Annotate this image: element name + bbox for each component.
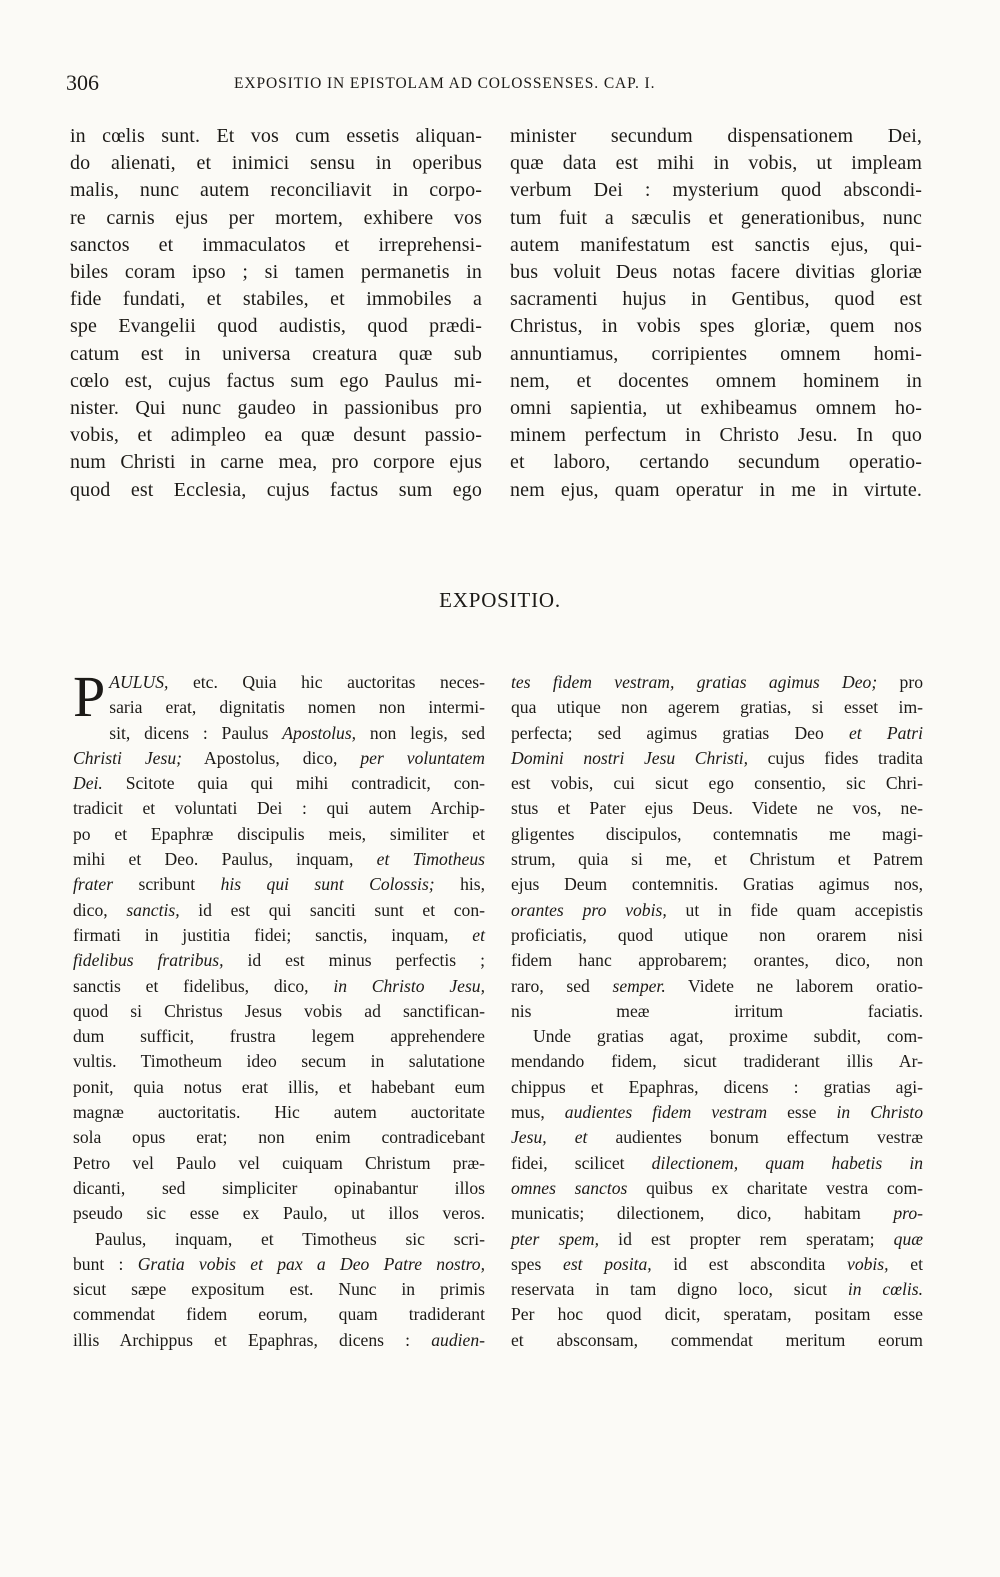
commentary-right-column	[511, 670, 923, 1353]
text-line: omni sapientia, ut exhibeamus omnem ho-	[510, 397, 922, 420]
text-line: omnes sanctos quibus ex charitate vestra com-	[511, 1177, 923, 1198]
text-line: et laboro, certando secundum operatio-	[510, 451, 922, 474]
running-head	[66, 66, 934, 102]
text-line: qua utique non agerem gratias, si esset im-	[511, 697, 923, 718]
commentary-paragraph-4	[511, 1024, 923, 1353]
text-line: sanctos et immaculatos et irreprehensi-	[70, 233, 482, 256]
text-line: illis Archippus et Epaphras, dicens : audien-	[73, 1329, 485, 1350]
text-line: nis meæ irritum faciatis.	[511, 1000, 923, 1021]
text-line: Dei. Scitote quia qui mihi contradicit, con-	[73, 773, 485, 794]
italic-segment: in Christo Jesu,	[333, 975, 485, 996]
text-line: biles coram ipso ; si tamen permanetis in	[70, 261, 482, 284]
italic-segment: dilectionem, quam habetis in	[651, 1152, 924, 1173]
italic-segment: omnes sanctos	[511, 1177, 628, 1198]
italic-segment: in Christo	[836, 1102, 923, 1123]
text-line: saria erat, dignitatis nomen non intermi-	[109, 697, 485, 718]
text-line: quod si Christus Jesus vobis ad sanctifican-	[73, 1000, 485, 1021]
italic-segment: his qui sunt Colossis;	[220, 874, 435, 895]
italic-segment: Gratia vobis et pax a Deo Patre nostro,	[137, 1253, 485, 1274]
italic-segment: Jesu, et	[511, 1127, 588, 1148]
text-line: sicut sæpe expositum est. Nunc in primis	[73, 1279, 485, 1300]
italic-segment: et	[472, 924, 485, 945]
text-line: strum, quia si me, et Christum et Patrem	[511, 849, 923, 870]
text-line: sit, dicens : Paulus Apostolus, non legis, sed	[109, 722, 485, 743]
text-line: tum fuit a sæculis et generationibus, nunc	[510, 206, 922, 229]
text-line: orantes pro vobis, ut in fide quam accepistis	[511, 899, 923, 920]
italic-segment: AULUS,	[109, 672, 169, 692]
text-line: tradicit et voluntati Dei : qui autem Archip-	[73, 798, 485, 819]
italic-segment: quæ	[893, 1228, 924, 1249]
text-line: num Christi in carne mea, pro corpore ejus	[70, 451, 482, 474]
running-head-title: EXPOSITIO IN EPISTOLAM AD COLOSSENSES. CAP. I.	[234, 75, 656, 92]
italic-segment: et Patri	[848, 722, 923, 743]
text-line: mus, audientes fidem vestram esse in Christo	[511, 1102, 923, 1123]
commentary-paragraph-1	[73, 664, 485, 1227]
italic-segment: fidelibus fratribus,	[73, 950, 224, 971]
text-line: dicanti, sed simpliciter opinabantur illos	[73, 1177, 485, 1198]
text-line: sacramenti hujus in Gentibus, quod est	[510, 288, 922, 311]
text-line: spes est posita, id est abscondita vobis, et	[511, 1253, 923, 1274]
italic-segment: audientes fidem vestram	[564, 1102, 768, 1123]
italic-segment: sanctis,	[126, 899, 180, 920]
drop-cap: P	[73, 664, 106, 729]
text-line: do alienati, et inimici sensu in operibus	[70, 152, 482, 175]
text-line: est vobis, cui sicut ego consentio, sic Chri-	[511, 773, 923, 794]
text-line: Petro vel Paulo vel cuiquam Christum præ-	[73, 1152, 485, 1173]
text-line: spe Evangelii quod audistis, quod prædi-	[70, 315, 482, 338]
text-line: in cœlis sunt. Et vos cum essetis aliquan-	[70, 125, 482, 147]
scripture-right-column	[510, 123, 922, 504]
text-line: firmati in justitia fidei; sanctis, inquam, et	[73, 924, 485, 945]
text-line: autem manifestatum est sanctis ejus, qui-	[510, 233, 922, 256]
commentary-paragraph-3	[511, 670, 923, 1024]
text-line: quod est Ecclesia, cujus factus sum ego	[70, 478, 482, 501]
text-line: pseudo sic esse ex Paulo, ut illos veros.	[73, 1203, 485, 1224]
text-line: sanctis et fidelibus, dico, in Christo Jesu,	[73, 975, 485, 996]
text-line: malis, nunc autem reconciliavit in corpo-	[70, 179, 482, 202]
text-line: ejus Deum contemnitis. Gratias agimus nos,	[511, 874, 923, 895]
text-line: verbum Dei : mysterium quod abscondi-	[510, 179, 922, 202]
text-line: dico, sanctis, id est qui sanciti sunt et con-	[73, 899, 485, 920]
italic-segment: Apostolus,	[282, 722, 357, 743]
text-line: po et Epaphræ discipulis meis, similiter et	[73, 823, 485, 844]
text-line: re carnis ejus per mortem, exhibere vos	[70, 206, 482, 229]
commentary-left-column	[73, 664, 485, 1353]
italic-segment: semper.	[612, 975, 666, 996]
italic-segment: est posita,	[563, 1253, 652, 1274]
text-line: mendando fidem, sicut tradiderant illis Ar-	[511, 1051, 923, 1072]
text-line: ponit, quia notus erat illis, et habebant eum	[73, 1076, 485, 1097]
section-heading: EXPOSITIO.	[439, 588, 561, 612]
text-line: commendat fidem eorum, quam tradiderant	[73, 1304, 485, 1325]
text-line: minister secundum dispensationem Dei,	[510, 125, 922, 147]
italic-segment: Dei.	[73, 773, 103, 794]
italic-segment: vobis,	[847, 1253, 889, 1274]
text-line: tes fidem vestram, gratias agimus Deo; pro	[511, 672, 923, 692]
text-line: Paulus, inquam, et Timotheus sic scri-	[95, 1228, 485, 1249]
scripture-right-text	[510, 123, 922, 504]
text-line: annuntiamus, corripientes omnem homi-	[510, 342, 922, 365]
commentary-paragraph-1-text	[73, 664, 485, 1227]
text-line: nem, et docentes omnem hominem in	[510, 369, 922, 392]
text-line: minem perfectum in Christo Jesu. In quo	[510, 424, 922, 447]
text-line: gligentes discipulos, contemnatis me magi-	[511, 823, 923, 844]
italic-segment: Christi Jesu;	[73, 747, 182, 768]
commentary-paragraph-2	[73, 1227, 485, 1353]
scripture-left-text	[70, 123, 482, 504]
text-line: Christi Jesu; Apostolus, dico, per voluntatem	[73, 747, 485, 768]
italic-segment: in cœlis.	[847, 1279, 923, 1300]
text-line: municatis; dilectionem, dico, habitam pro-	[511, 1203, 923, 1224]
text-line: fidem hanc approbarem; orantes, dico, non	[511, 950, 923, 971]
text-line: cœlo est, cujus factus sum ego Paulus mi-	[70, 369, 482, 392]
italic-segment: orantes pro vobis,	[511, 899, 667, 920]
text-line: AULUS, etc. Quia hic auctoritas neces-	[109, 672, 485, 692]
commentary-paragraph-2-text	[73, 1227, 485, 1353]
scripture-left-column	[70, 123, 482, 504]
text-line: magnæ auctoritatis. Hic autem auctoritate	[73, 1102, 485, 1123]
italic-segment: tes fidem vestram, gratias agimus Deo;	[511, 672, 878, 692]
text-line: perfecta; sed agimus gratias Deo et Patri	[511, 722, 923, 743]
text-line: vobis, et adimpleo ea quæ desunt passio-	[70, 424, 482, 447]
text-line: Domini nostri Jesu Christi, cujus fides tradita	[511, 747, 923, 768]
text-line: raro, sed semper. Videte ne laborem oratio-	[511, 975, 923, 996]
italic-segment: pro-	[893, 1203, 923, 1224]
text-line: sola opus erat; non enim contradicebant	[73, 1127, 485, 1148]
text-line: et absconsam, commendat meritum eorum	[511, 1329, 923, 1350]
text-line: Unde gratias agat, proxime subdit, com-	[533, 1026, 923, 1047]
text-line: fidelibus fratribus, id est minus perfectis ;	[73, 950, 485, 971]
text-line: stus et Pater ejus Deus. Videte ne vos, ne-	[511, 798, 923, 819]
text-line: reservata in tam digno loco, sicut in cœlis.	[511, 1279, 923, 1300]
text-line: bus voluit Deus notas facere divitias gloriæ	[510, 261, 922, 284]
text-line: Per hoc quod dicit, speratam, positam esse	[511, 1304, 923, 1325]
text-line: quæ data est mihi in vobis, ut impleam	[510, 152, 922, 175]
text-line: nem ejus, quam operatur in me in virtute.	[510, 478, 922, 501]
italic-segment: pter spem,	[511, 1228, 600, 1249]
text-line: Christus, in vobis spes gloriæ, quem nos	[510, 315, 922, 338]
text-line: Jesu, et audientes bonum effectum vestræ	[511, 1127, 923, 1148]
text-line: catum est in universa creatura quæ sub	[70, 342, 482, 365]
text-line: frater scribunt his qui sunt Colossis; his,	[73, 874, 485, 895]
text-line: nister. Qui nunc gaudeo in passionibus pro	[70, 397, 482, 420]
italic-segment: per voluntatem	[360, 747, 485, 768]
italic-segment: Domini nostri Jesu Christi,	[511, 747, 749, 768]
text-line: fide fundati, et stabiles, et immobiles a	[70, 288, 482, 311]
text-line: fidei, scilicet dilectionem, quam habetis in	[511, 1152, 924, 1173]
italic-segment: frater	[73, 874, 114, 895]
page-number: 306	[66, 70, 99, 95]
text-line: proficiatis, quod utique non orarem nisi	[511, 924, 923, 945]
text-line: vultis. Timotheum ideo secum in salutatione	[73, 1051, 485, 1072]
text-line: chippus et Epaphras, dicens : gratias agi-	[511, 1076, 923, 1097]
text-line: bunt : Gratia vobis et pax a Deo Patre nostro,	[73, 1253, 485, 1274]
text-line: mihi et Deo. Paulus, inquam, et Timotheus	[73, 849, 485, 870]
text-line: dum sufficit, frustra legem apprehendere	[73, 1026, 485, 1047]
italic-segment: et Timotheus	[376, 849, 485, 870]
italic-segment: audien-	[431, 1329, 485, 1350]
text-line: pter spem, id est propter rem speratam; quæ	[511, 1228, 924, 1249]
